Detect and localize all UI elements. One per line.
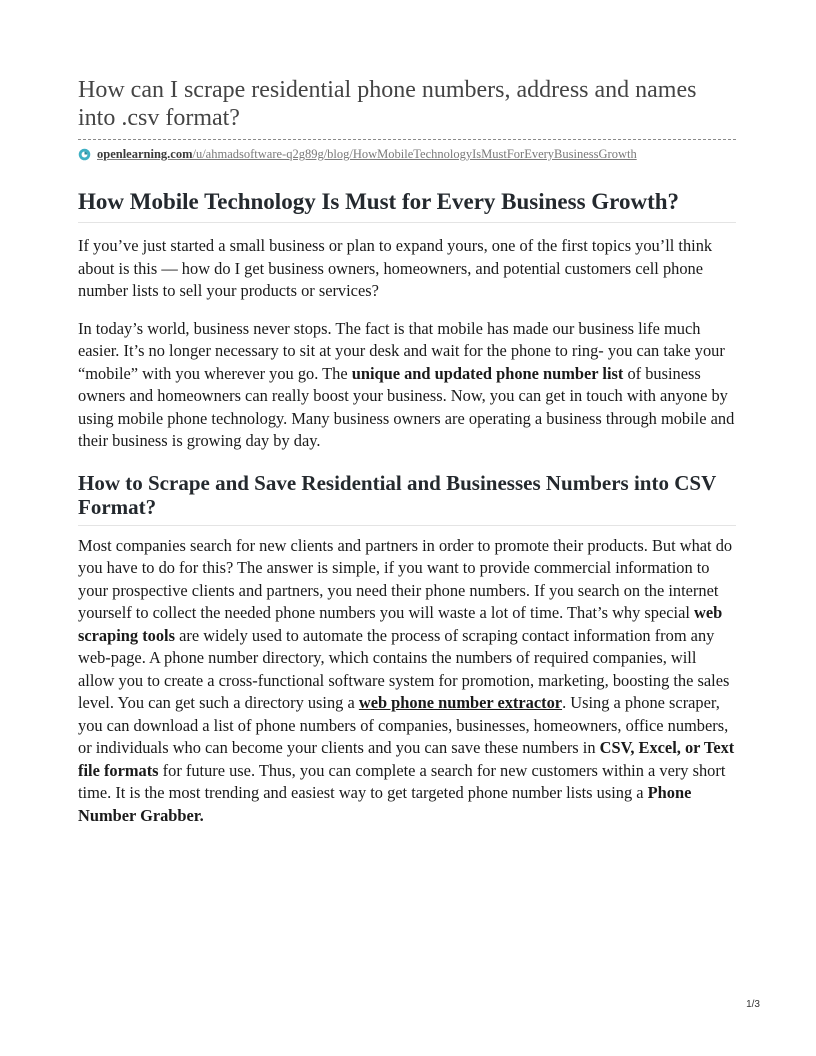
page-number: 1/3 (746, 999, 760, 1010)
source-path: /u/ahmadsoftware-q2g89g/blog/HowMobileTechnologyIsMustForEveryBusinessGrowth (192, 147, 637, 161)
document-title: How can I scrape residential phone numbers, address and names into .csv format? (78, 77, 697, 131)
paragraph-text: In today’s world, business never stops. The fact is that mobile has made our business life much easier. It’s no longer necessary to sit at your desk and wait for the phone to ring- you can take your “mobile” with you wherever you go. The (78, 318, 725, 383)
paragraph-text: of business owners and homeowners can really boost your business. Now, you can get in touch with anyone by using mobile phone technology. Many business owners are operating a business through mobile and their business is growing day by day. (78, 363, 735, 450)
title-divider (78, 139, 736, 140)
article-subheading: How to Scrape and Save Residential and Businesses Numbers into CSV Format? (78, 471, 736, 526)
document-page (78, 0, 736, 827)
source-domain: openlearning.com (97, 147, 193, 161)
bold-web-scraping-tools: web scraping tools (78, 603, 723, 645)
paragraph-mobile (78, 318, 736, 453)
paragraph-intro: If you’ve just started a small business or plan to expand yours, one of the first topics you’ll think about is this — how do I get business owners, homeowners, and potential customers cell phone number lists to sell your products or services? (78, 236, 713, 300)
bold-phone-number-list: unique and updated phone number list (351, 363, 624, 383)
paragraph-text: Most companies search for new clients and partners in order to promote their products. But what do you have to do for this? The answer is simple, if you want to provide commercial information to your prospective clients and partners, you need their phone numbers. If you search on the internet yourself to collect the needed phone numbers you will waste a lot of time. That’s why special (78, 535, 733, 622)
article-heading: How Mobile Technology Is Must for Every Business Growth? (78, 189, 736, 223)
paragraph-text: . Using a phone scraper, you can download a list of phone numbers of companies, businesses, homeowners, office numbers, or individuals who can become your clients and you can save these numbers in (78, 693, 729, 757)
openlearning-logo-icon (78, 148, 91, 161)
paragraph-text: for future use. Thus, you can complete a search for new customers within a very short time. It is the most trending and easiest way to get targeted phone number lists using a (78, 760, 726, 802)
link-web-phone-number-extractor[interactable]: web phone number extractor (358, 693, 563, 712)
paragraph-scraping (78, 535, 736, 828)
paragraph-text: are widely used to automate the process of scraping contact information from any web-page. A phone number directory, which contains the numbers of required companies, will allow you to create a cross-functional software system for promotion, marketing, boosting the sales level. You can get such a directory using a (78, 625, 730, 712)
bold-file-formats: CSV, Excel, or Text file formats (78, 738, 735, 780)
bold-phone-number-grabber: Phone Number Grabber. (78, 783, 692, 825)
source-link[interactable] (97, 146, 637, 162)
source-line (78, 146, 736, 162)
